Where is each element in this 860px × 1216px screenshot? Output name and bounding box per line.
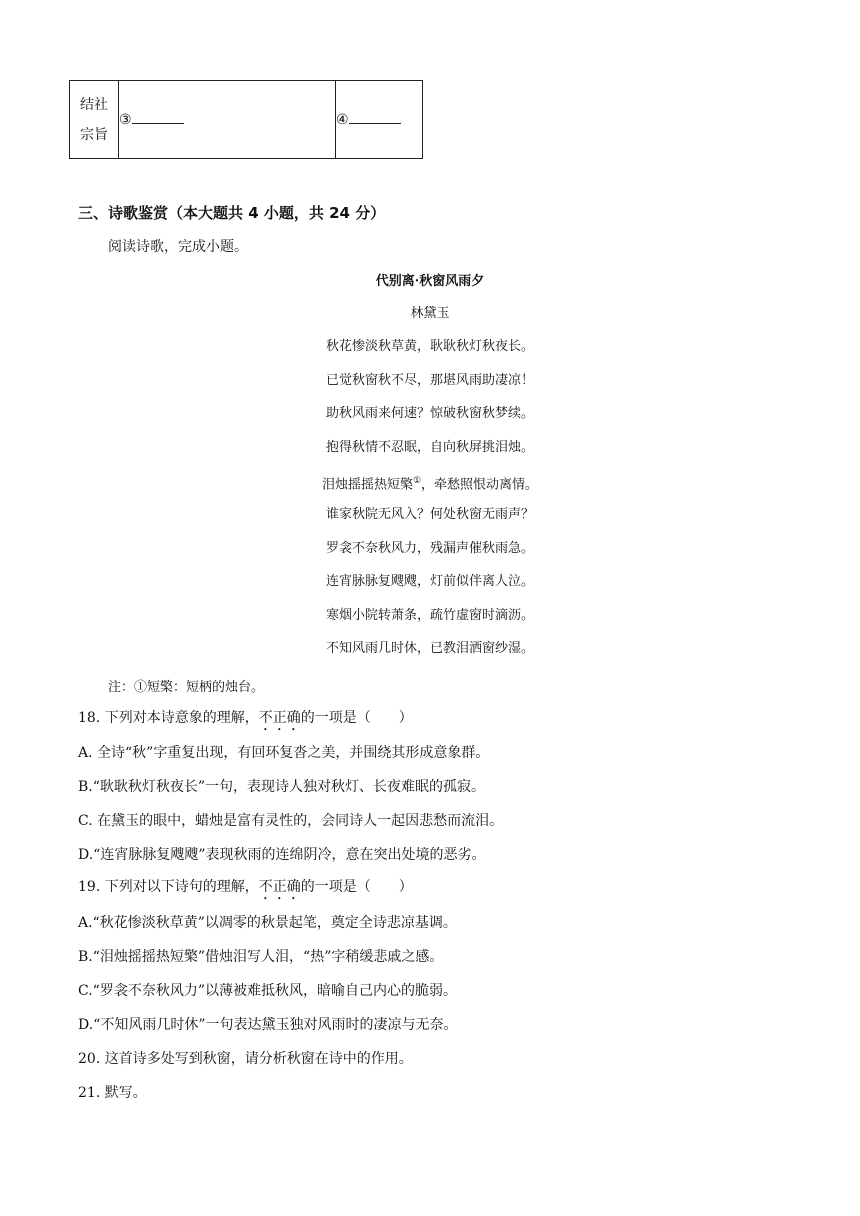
poem-line: 不知风雨几时休，已教泪洒窗纱湿。 <box>325 641 534 657</box>
question-19-stem <box>78 876 413 903</box>
poem-line: 寒烟小院转萧条，疏竹虚窗时滴沥。 <box>325 607 534 623</box>
stem-text: 的一项是（ ） <box>300 879 413 895</box>
row-label-line: 宗旨 <box>80 126 108 143</box>
table-row <box>70 81 423 159</box>
poem-title <box>0 270 860 289</box>
poem-body <box>298 336 562 672</box>
stem-text: 的一项是（ ） <box>300 710 413 726</box>
poem-line: 连宵脉脉复飕飕，灯前似伴离人泣。 <box>325 574 534 590</box>
blank-number: ③ <box>119 112 132 128</box>
option-19-a: A.“秋花惨淡秋草黄”以凋零的秋景起笔，奠定全诗悲凉基调。 <box>78 915 457 931</box>
poem-author: 林黛玉 <box>410 306 450 321</box>
poem-line: 秋花惨淡秋草黄，耿耿秋灯秋夜长。 <box>325 339 534 354</box>
poem-line: 抱得秋情不忍眠，自向秋屏挑泪烛。 <box>325 439 534 455</box>
emphasis-text: 不正确 <box>258 710 301 726</box>
answer-blank-4 <box>336 81 423 159</box>
blank-number: ④ <box>336 112 349 128</box>
instruction: 阅读诗歌，完成小题。 <box>108 239 248 255</box>
option-18-b: B.“耿耿秋灯秋夜长”一句，表现诗人独对秋灯、长夜难眠的孤寂。 <box>78 779 486 795</box>
question-20: 20. 这首诗多处写到秋窗，请分析秋窗在诗中的作用。 <box>78 1051 413 1067</box>
option-19-b: B.“泪烛摇摇热短檠”借烛泪写人泪，“热”字稍缓悲戚之感。 <box>78 949 444 965</box>
poem-line <box>298 470 562 504</box>
poem-line: 罗衾不奈秋风力，残漏声催秋雨急。 <box>325 540 534 556</box>
row-label-cell <box>70 81 119 159</box>
poem-line: 谁家秋院无风入？何处秋窗无雨声？ <box>325 506 534 522</box>
blank-underline <box>132 111 184 124</box>
section-title: 三、诗歌鉴赏（本大题共 4 小题，共 24 分） <box>78 204 386 222</box>
option-18-d: D.“连宵脉脉复飕飕”表现秋雨的连绵阴冷，意在突出处境的恶劣。 <box>78 847 486 863</box>
option-19-d: D.“不知风雨几时休”一句表达黛玉独对风雨时的凄凉与无奈。 <box>78 1017 458 1033</box>
blank-underline <box>349 111 401 124</box>
stem-text: 19. 下列对以下诗句的理解， <box>78 879 259 895</box>
question-18-stem <box>78 707 413 734</box>
footnote: 注：①短檠：短柄的烛台。 <box>108 680 265 695</box>
poem-title-text: 代别离·秋窗风雨夕 <box>375 274 485 289</box>
poem-line-head: 泪烛摇摇热短檠 <box>321 477 413 493</box>
poem-line-tail: ，牵愁照恨动离情。 <box>421 477 539 493</box>
answer-blank-3 <box>119 81 336 159</box>
stem-text: 18. 下列对本诗意象的理解， <box>78 710 259 726</box>
club-table <box>69 80 423 159</box>
emphasis-text: 不正确 <box>258 879 301 895</box>
row-label-line: 结社 <box>80 96 108 113</box>
option-18-a: A. 全诗“秋”字重复出现，有回环复沓之美，并围绕其形成意象群。 <box>78 745 490 761</box>
option-19-c: C.“罗衾不奈秋风力”以薄被难抵秋风，暗喻自己内心的脆弱。 <box>78 983 457 999</box>
poem-line: 已觉秋窗秋不尽，那堪风雨助凄凉！ <box>325 372 534 388</box>
footnote-marker: ① <box>412 476 422 487</box>
option-18-c: C. 在黛玉的眼中，蜡烛是富有灵性的，会同诗人一起因悲愁而流泪。 <box>78 813 504 829</box>
question-21: 21. 默写。 <box>78 1085 147 1101</box>
poem-line: 助秋风雨来何速？惊破秋窗秋梦续。 <box>325 406 534 422</box>
